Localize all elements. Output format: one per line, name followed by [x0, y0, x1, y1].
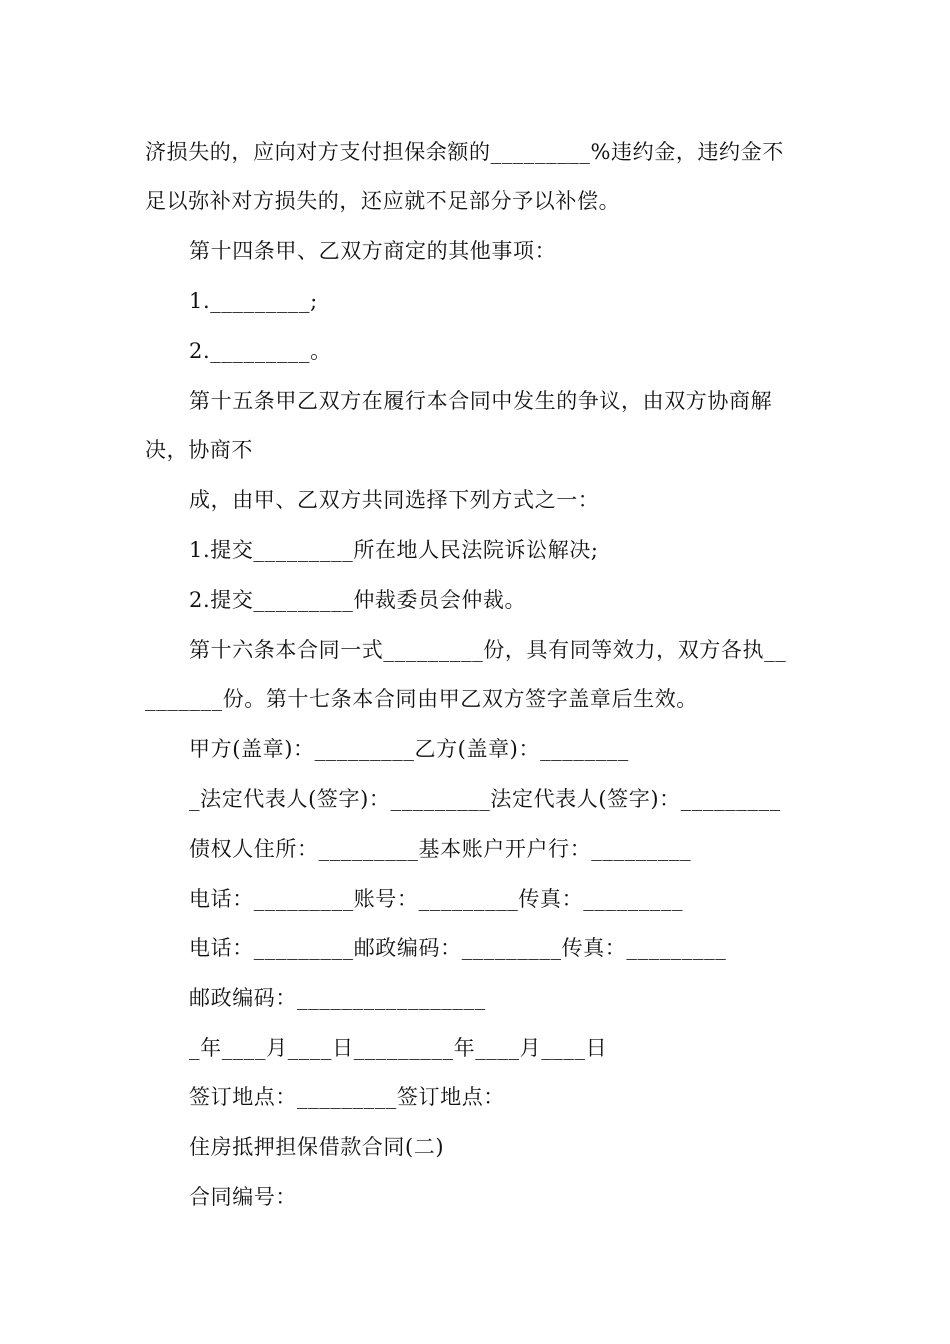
list-item: 1._________;: [189, 289, 318, 313]
contact-line: 电话：_________账号：_________传真：_________: [189, 887, 684, 911]
signature-line-representative: _法定代表人(签字)：_________法定代表人(签字)：_________: [189, 787, 781, 811]
list-item: 1.提交_________所在地人民法院诉讼解决;: [189, 538, 599, 562]
date-line: _年____月____日_________年____月____日: [189, 1036, 608, 1060]
paragraph-line: 成，由甲、乙双方共同选择下列方式之一：: [189, 488, 600, 512]
signature-line-seal: 甲方(盖章)：_________乙方(盖章)：________: [189, 737, 629, 761]
article-16-heading: 第十六条本合同一式_________份，具有同等效力，双方各执__: [189, 638, 787, 662]
article-14-heading: 第十四条甲、乙双方商定的其他事项：: [189, 239, 557, 263]
signing-place-line: 签订地点：_________签订地点：: [189, 1085, 505, 1109]
paragraph-line: _______份。第十七条本合同由甲乙双方签字盖章后生效。: [145, 687, 698, 711]
paragraph-line: 决，协商不: [145, 438, 253, 462]
contract-title: 住房抵押担保借款合同(二): [189, 1135, 445, 1159]
contact-line: 电话：_________邮政编码：_________传真：_________: [189, 936, 727, 960]
list-item: 2._________。: [189, 339, 332, 363]
contract-number-label: 合同编号：: [189, 1185, 297, 1209]
postal-code-line: 邮政编码：_________________: [189, 986, 486, 1010]
article-15-heading: 第十五条甲乙双方在履行本合同中发生的争议，由双方协商解: [189, 389, 773, 413]
list-item: 2.提交_________仲裁委员会仲裁。: [189, 588, 527, 612]
paragraph-line: 足以弥补对方损失的，还应就不足部分予以补偿。: [145, 189, 621, 213]
paragraph-line: 济损失的，应向对方支付担保余额的_________%违约金，违约金不: [145, 140, 784, 164]
address-line: 债权人住所：_________基本账户开户行：_________: [189, 837, 692, 861]
